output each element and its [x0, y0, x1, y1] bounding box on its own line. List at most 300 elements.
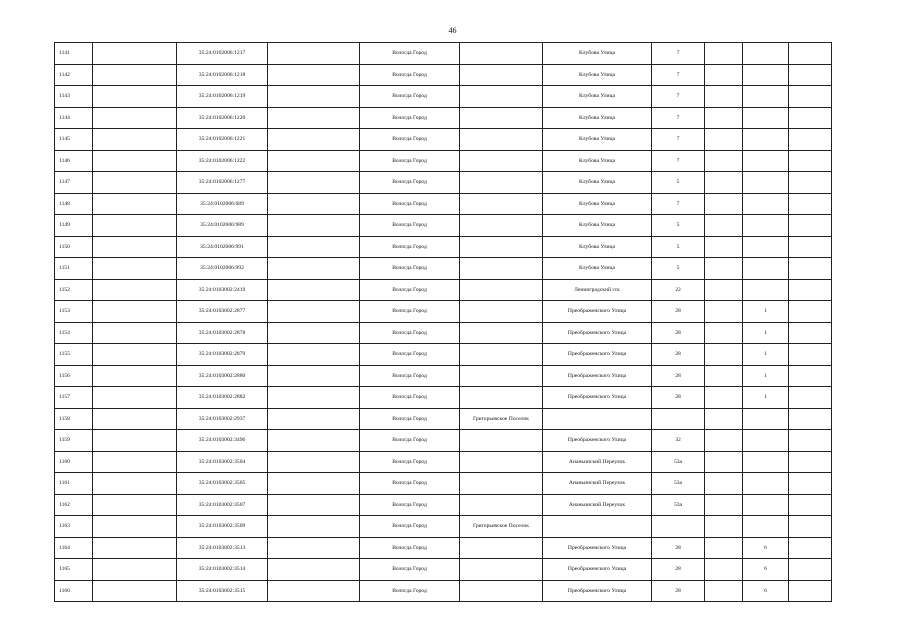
- flat-cell: [789, 150, 832, 172]
- row-number-cell: 1166: [55, 580, 93, 602]
- street-cell: Преображенского Улица: [543, 387, 652, 409]
- building-cell: 1: [743, 387, 789, 409]
- city-cell: Вологда Город: [360, 344, 460, 366]
- street-cell: Клубова Улица: [543, 107, 652, 129]
- empty-cell: [705, 64, 743, 86]
- row-number-cell: 1153: [55, 301, 93, 323]
- table-row: [55, 107, 832, 129]
- cadastral-number-cell: 35:24:0103002:3514: [177, 559, 268, 581]
- row-number-cell: 1161: [55, 473, 93, 495]
- street-cell: Клубова Улица: [543, 193, 652, 215]
- empty-cell: [268, 150, 360, 172]
- settlement-cell: [460, 64, 543, 86]
- cadastral-number-cell: 35:24:0103002:2880: [177, 365, 268, 387]
- empty-cell: [93, 516, 177, 538]
- empty-cell: [268, 322, 360, 344]
- row-number-cell: 1152: [55, 279, 93, 301]
- cadastral-number-cell: 35:24:0103002:3507: [177, 494, 268, 516]
- table-row: [55, 301, 832, 323]
- cadastral-number-cell: 35:24:0102006:1220: [177, 107, 268, 129]
- city-cell: Вологда Город: [360, 408, 460, 430]
- city-cell: Вологда Город: [360, 107, 460, 129]
- empty-cell: [705, 193, 743, 215]
- flat-cell: [789, 107, 832, 129]
- table-row: [55, 279, 832, 301]
- row-number-cell: 1154: [55, 322, 93, 344]
- building-cell: [743, 408, 789, 430]
- empty-cell: [705, 387, 743, 409]
- building-cell: 6: [743, 559, 789, 581]
- building-cell: 1: [743, 344, 789, 366]
- table-row: [55, 365, 832, 387]
- cadastral-number-cell: 35:24:0102006:1218: [177, 64, 268, 86]
- settlement-cell: [460, 150, 543, 172]
- street-cell: Клубова Улица: [543, 86, 652, 108]
- flat-cell: [789, 559, 832, 581]
- building-cell: [743, 451, 789, 473]
- empty-cell: [705, 236, 743, 258]
- flat-cell: [789, 516, 832, 538]
- house-cell: 7: [652, 193, 705, 215]
- empty-cell: [268, 387, 360, 409]
- street-cell: Клубова Улица: [543, 215, 652, 237]
- empty-cell: [268, 494, 360, 516]
- row-number-cell: 1164: [55, 537, 93, 559]
- row-number-cell: 1158: [55, 408, 93, 430]
- table-row: [55, 559, 832, 581]
- table-row: [55, 258, 832, 280]
- flat-cell: [789, 215, 832, 237]
- street-cell: Ленинградский гск: [543, 279, 652, 301]
- table-row: [55, 387, 832, 409]
- house-cell: 22: [652, 279, 705, 301]
- cadastral-number-cell: 35:24:0103002:2937: [177, 408, 268, 430]
- city-cell: Вологда Город: [360, 172, 460, 194]
- empty-cell: [268, 172, 360, 194]
- empty-cell: [93, 451, 177, 473]
- empty-cell: [268, 559, 360, 581]
- street-cell: Преображенского Улица: [543, 430, 652, 452]
- building-cell: [743, 193, 789, 215]
- settlement-cell: Григорьевское Поселок: [460, 408, 543, 430]
- settlement-cell: [460, 129, 543, 151]
- city-cell: Вологда Город: [360, 86, 460, 108]
- settlement-cell: [460, 193, 543, 215]
- house-cell: 7: [652, 150, 705, 172]
- house-cell: [652, 408, 705, 430]
- cadastral-number-cell: 35:24:0103002:3504: [177, 451, 268, 473]
- house-cell: [652, 516, 705, 538]
- cadastral-number-cell: 35:24:0102006:1222: [177, 150, 268, 172]
- settlement-cell: [460, 258, 543, 280]
- settlement-cell: [460, 107, 543, 129]
- row-number-cell: 1141: [55, 43, 93, 65]
- empty-cell: [268, 107, 360, 129]
- empty-cell: [93, 494, 177, 516]
- empty-cell: [705, 430, 743, 452]
- settlement-cell: [460, 365, 543, 387]
- house-cell: 53а: [652, 473, 705, 495]
- house-cell: 28: [652, 387, 705, 409]
- flat-cell: [789, 430, 832, 452]
- flat-cell: [789, 494, 832, 516]
- flat-cell: [789, 344, 832, 366]
- empty-cell: [93, 107, 177, 129]
- flat-cell: [789, 473, 832, 495]
- empty-cell: [93, 172, 177, 194]
- settlement-cell: [460, 451, 543, 473]
- empty-cell: [93, 279, 177, 301]
- row-number-cell: 1150: [55, 236, 93, 258]
- city-cell: Вологда Город: [360, 451, 460, 473]
- settlement-cell: [460, 494, 543, 516]
- settlement-cell: [460, 86, 543, 108]
- empty-cell: [93, 86, 177, 108]
- street-cell: Клубова Улица: [543, 236, 652, 258]
- house-cell: 28: [652, 559, 705, 581]
- empty-cell: [268, 516, 360, 538]
- street-cell: Клубова Улица: [543, 258, 652, 280]
- building-cell: [743, 43, 789, 65]
- city-cell: Вологда Город: [360, 473, 460, 495]
- cadastral-number-cell: 35:24:0102006:1277: [177, 172, 268, 194]
- empty-cell: [705, 559, 743, 581]
- house-cell: 5: [652, 236, 705, 258]
- city-cell: Вологда Город: [360, 279, 460, 301]
- table-row: [55, 408, 832, 430]
- street-cell: Клубова Улица: [543, 43, 652, 65]
- settlement-cell: [460, 172, 543, 194]
- empty-cell: [93, 559, 177, 581]
- flat-cell: [789, 236, 832, 258]
- building-cell: [743, 64, 789, 86]
- row-number-cell: 1155: [55, 344, 93, 366]
- empty-cell: [268, 215, 360, 237]
- city-cell: Вологда Город: [360, 258, 460, 280]
- city-cell: Вологда Город: [360, 516, 460, 538]
- street-cell: Преображенского Улица: [543, 301, 652, 323]
- settlement-cell: [460, 559, 543, 581]
- flat-cell: [789, 129, 832, 151]
- house-cell: 5: [652, 215, 705, 237]
- cadastral-number-cell: 35:24:0103002:3515: [177, 580, 268, 602]
- settlement-cell: [460, 473, 543, 495]
- city-cell: Вологда Город: [360, 301, 460, 323]
- row-number-cell: 1144: [55, 107, 93, 129]
- row-number-cell: 1165: [55, 559, 93, 581]
- flat-cell: [789, 86, 832, 108]
- street-cell: [543, 516, 652, 538]
- building-cell: [743, 172, 789, 194]
- city-cell: Вологда Город: [360, 494, 460, 516]
- building-cell: [743, 279, 789, 301]
- cadastral-number-cell: 35:24:0102006:1217: [177, 43, 268, 65]
- empty-cell: [705, 301, 743, 323]
- table-row: [55, 86, 832, 108]
- building-cell: 1: [743, 322, 789, 344]
- cadastral-number-cell: 35:24:0103002:2419: [177, 279, 268, 301]
- table-row: [55, 537, 832, 559]
- street-cell: Ананьинский Переулок: [543, 451, 652, 473]
- registry-rows: [55, 43, 832, 602]
- empty-cell: [93, 150, 177, 172]
- empty-cell: [705, 129, 743, 151]
- row-number-cell: 1151: [55, 258, 93, 280]
- empty-cell: [93, 236, 177, 258]
- empty-cell: [93, 258, 177, 280]
- city-cell: Вологда Город: [360, 322, 460, 344]
- street-cell: Клубова Улица: [543, 64, 652, 86]
- empty-cell: [705, 516, 743, 538]
- house-cell: 28: [652, 322, 705, 344]
- settlement-cell: [460, 236, 543, 258]
- flat-cell: [789, 172, 832, 194]
- empty-cell: [268, 258, 360, 280]
- empty-cell: [705, 279, 743, 301]
- empty-cell: [705, 150, 743, 172]
- city-cell: Вологда Город: [360, 129, 460, 151]
- empty-cell: [268, 580, 360, 602]
- cadastral-number-cell: 35:24:0103002:3505: [177, 473, 268, 495]
- flat-cell: [789, 64, 832, 86]
- empty-cell: [268, 64, 360, 86]
- empty-cell: [705, 494, 743, 516]
- street-cell: Преображенского Улица: [543, 537, 652, 559]
- empty-cell: [268, 408, 360, 430]
- empty-cell: [268, 236, 360, 258]
- empty-cell: [93, 43, 177, 65]
- empty-cell: [705, 365, 743, 387]
- empty-cell: [93, 64, 177, 86]
- empty-cell: [705, 473, 743, 495]
- table-row: [55, 516, 832, 538]
- cadastral-number-cell: 35:24:0103002:2882: [177, 387, 268, 409]
- empty-cell: [93, 408, 177, 430]
- house-cell: 7: [652, 43, 705, 65]
- table-row: [55, 322, 832, 344]
- row-number-cell: 1156: [55, 365, 93, 387]
- settlement-cell: [460, 322, 543, 344]
- settlement-cell: [460, 387, 543, 409]
- house-cell: 5: [652, 258, 705, 280]
- empty-cell: [268, 279, 360, 301]
- empty-cell: [705, 107, 743, 129]
- flat-cell: [789, 193, 832, 215]
- empty-cell: [93, 473, 177, 495]
- street-cell: Преображенского Улица: [543, 559, 652, 581]
- house-cell: 7: [652, 86, 705, 108]
- page-number: 46: [448, 26, 457, 35]
- flat-cell: [789, 387, 832, 409]
- empty-cell: [705, 322, 743, 344]
- flat-cell: [789, 279, 832, 301]
- building-cell: [743, 236, 789, 258]
- house-cell: 5: [652, 172, 705, 194]
- empty-cell: [268, 43, 360, 65]
- table-row: [55, 344, 832, 366]
- house-cell: 32: [652, 430, 705, 452]
- flat-cell: [789, 258, 832, 280]
- empty-cell: [268, 344, 360, 366]
- row-number-cell: 1159: [55, 430, 93, 452]
- empty-cell: [705, 172, 743, 194]
- empty-cell: [93, 322, 177, 344]
- building-cell: 1: [743, 301, 789, 323]
- city-cell: Вологда Город: [360, 236, 460, 258]
- house-cell: 7: [652, 107, 705, 129]
- city-cell: Вологда Город: [360, 43, 460, 65]
- empty-cell: [705, 258, 743, 280]
- street-cell: Преображенского Улица: [543, 344, 652, 366]
- city-cell: Вологда Город: [360, 580, 460, 602]
- settlement-cell: [460, 215, 543, 237]
- table-row: [55, 236, 832, 258]
- house-cell: 28: [652, 344, 705, 366]
- row-number-cell: 1163: [55, 516, 93, 538]
- cadastral-number-cell: 35:24:0103002:2877: [177, 301, 268, 323]
- row-number-cell: 1145: [55, 129, 93, 151]
- building-cell: 6: [743, 580, 789, 602]
- building-cell: [743, 494, 789, 516]
- house-cell: 28: [652, 537, 705, 559]
- row-number-cell: 1160: [55, 451, 93, 473]
- street-cell: Клубова Улица: [543, 129, 652, 151]
- street-cell: Клубова Улица: [543, 172, 652, 194]
- flat-cell: [789, 580, 832, 602]
- building-cell: [743, 86, 789, 108]
- building-cell: [743, 430, 789, 452]
- empty-cell: [705, 580, 743, 602]
- house-cell: 28: [652, 365, 705, 387]
- cadastral-number-cell: 35:24:0102006:991: [177, 236, 268, 258]
- empty-cell: [93, 193, 177, 215]
- empty-cell: [93, 537, 177, 559]
- settlement-cell: [460, 279, 543, 301]
- street-cell: Преображенского Улица: [543, 580, 652, 602]
- row-number-cell: 1148: [55, 193, 93, 215]
- empty-cell: [93, 301, 177, 323]
- building-cell: [743, 107, 789, 129]
- empty-cell: [93, 344, 177, 366]
- empty-cell: [93, 365, 177, 387]
- row-number-cell: 1142: [55, 64, 93, 86]
- house-cell: 7: [652, 64, 705, 86]
- city-cell: Вологда Город: [360, 537, 460, 559]
- empty-cell: [268, 430, 360, 452]
- street-cell: Клубова Улица: [543, 150, 652, 172]
- city-cell: Вологда Город: [360, 193, 460, 215]
- table-row: [55, 473, 832, 495]
- city-cell: Вологда Город: [360, 150, 460, 172]
- empty-cell: [268, 193, 360, 215]
- city-cell: Вологда Город: [360, 387, 460, 409]
- settlement-cell: [460, 301, 543, 323]
- empty-cell: [268, 365, 360, 387]
- table-row: [55, 172, 832, 194]
- empty-cell: [705, 43, 743, 65]
- city-cell: Вологда Город: [360, 365, 460, 387]
- street-cell: Преображенского Улица: [543, 365, 652, 387]
- settlement-cell: Григорьевское Поселок: [460, 516, 543, 538]
- city-cell: Вологда Город: [360, 64, 460, 86]
- building-cell: [743, 129, 789, 151]
- empty-cell: [93, 129, 177, 151]
- settlement-cell: [460, 580, 543, 602]
- empty-cell: [268, 451, 360, 473]
- house-cell: 53а: [652, 494, 705, 516]
- flat-cell: [789, 408, 832, 430]
- street-cell: [543, 408, 652, 430]
- table-row: [55, 193, 832, 215]
- cadastral-number-cell: 35:24:0103002:3513: [177, 537, 268, 559]
- empty-cell: [93, 430, 177, 452]
- street-cell: Ананьинский Переулок: [543, 494, 652, 516]
- cadastral-number-cell: 35:24:0103002:3509: [177, 516, 268, 538]
- empty-cell: [268, 301, 360, 323]
- house-cell: 53а: [652, 451, 705, 473]
- cadastral-number-cell: 35:24:0103002:2878: [177, 322, 268, 344]
- row-number-cell: 1147: [55, 172, 93, 194]
- table-row: [55, 580, 832, 602]
- table-row: [55, 129, 832, 151]
- settlement-cell: [460, 537, 543, 559]
- row-number-cell: 1149: [55, 215, 93, 237]
- house-cell: 28: [652, 580, 705, 602]
- row-number-cell: 1157: [55, 387, 93, 409]
- table-row: [55, 64, 832, 86]
- city-cell: Вологда Город: [360, 430, 460, 452]
- building-cell: 6: [743, 537, 789, 559]
- flat-cell: [789, 43, 832, 65]
- house-cell: 28: [652, 301, 705, 323]
- building-cell: [743, 258, 789, 280]
- flat-cell: [789, 451, 832, 473]
- flat-cell: [789, 365, 832, 387]
- building-cell: [743, 516, 789, 538]
- flat-cell: [789, 322, 832, 344]
- registry-table: [54, 42, 832, 602]
- empty-cell: [93, 215, 177, 237]
- settlement-cell: [460, 344, 543, 366]
- empty-cell: [268, 537, 360, 559]
- flat-cell: [789, 301, 832, 323]
- empty-cell: [268, 86, 360, 108]
- flat-cell: [789, 537, 832, 559]
- house-cell: 7: [652, 129, 705, 151]
- empty-cell: [705, 408, 743, 430]
- building-cell: [743, 150, 789, 172]
- building-cell: [743, 215, 789, 237]
- table-row: [55, 43, 832, 65]
- empty-cell: [268, 473, 360, 495]
- empty-cell: [705, 537, 743, 559]
- cadastral-number-cell: 35:24:0102006:992: [177, 258, 268, 280]
- street-cell: Преображенского Улица: [543, 322, 652, 344]
- row-number-cell: 1146: [55, 150, 93, 172]
- building-cell: [743, 473, 789, 495]
- cadastral-number-cell: 35:24:0102006:1219: [177, 86, 268, 108]
- table-row: [55, 451, 832, 473]
- cadastral-number-cell: 35:24:0102006:689: [177, 193, 268, 215]
- row-number-cell: 1143: [55, 86, 93, 108]
- street-cell: Ананьинский Переулок: [543, 473, 652, 495]
- cadastral-number-cell: 35:24:0103002:3496: [177, 430, 268, 452]
- city-cell: Вологда Город: [360, 215, 460, 237]
- empty-cell: [268, 129, 360, 151]
- table-row: [55, 430, 832, 452]
- cadastral-number-cell: 35:24:0103002:2879: [177, 344, 268, 366]
- city-cell: Вологда Город: [360, 559, 460, 581]
